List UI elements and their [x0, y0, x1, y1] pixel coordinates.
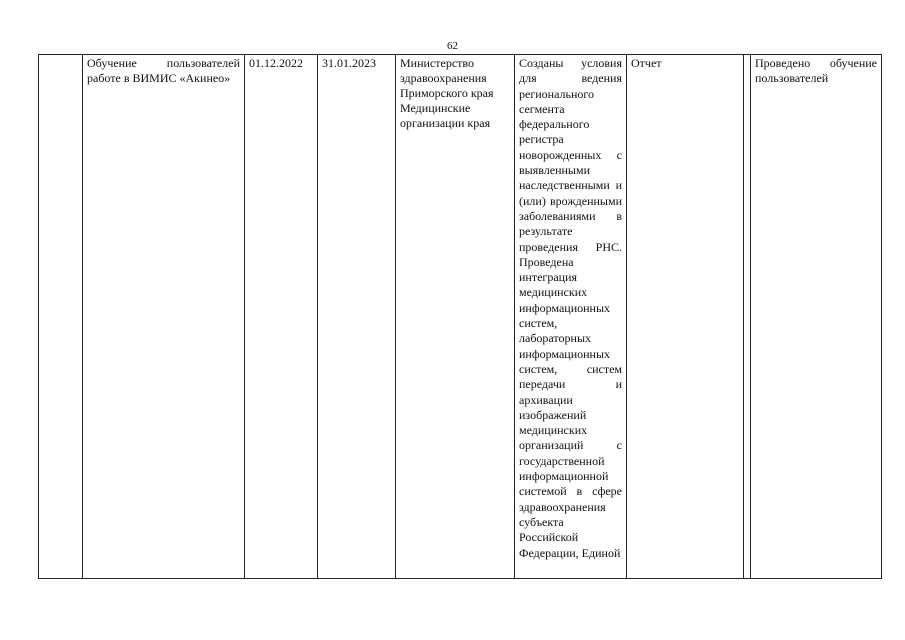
cell-empty: [744, 55, 751, 579]
cell-document-text: Отчет: [631, 56, 662, 70]
cell-outcome: [751, 55, 882, 579]
cell-end-date: [318, 55, 396, 579]
cell-end-date-text: 31.01.2023: [322, 56, 376, 70]
page-number: 62: [447, 40, 458, 52]
cell-index: [39, 55, 83, 579]
table-row: [39, 55, 882, 579]
cell-responsible-text: Министерство здравоохранения Приморского края Медицинские организации края: [400, 56, 494, 130]
cell-outcome-text: Проведено обучение пользователей: [755, 56, 877, 85]
cell-event: [83, 55, 245, 579]
cell-results-text: Созданы условия для ведения регионального сегмента федерального регистра новорожденных с выявленными наследственными и (или) врожденными заболеваниями в результате проведения РНС. Проведена интеграция медицинских информационных систем, лабораторных информационных систем, систем передачи и архивации изображений медицинских организаций с государственной информационной системой в сфере здравоохранения субъекта Российской Федерации, Единой: [519, 56, 622, 560]
cell-start-date: [245, 55, 318, 579]
cell-results: [515, 55, 627, 579]
plan-table: [38, 54, 882, 579]
cell-document: [627, 55, 744, 579]
cell-event-text: Обучение пользователей работе в ВИМИС «Акинео»: [87, 56, 240, 85]
cell-responsible: [396, 55, 515, 579]
cell-start-date-text: 01.12.2022: [249, 56, 303, 70]
